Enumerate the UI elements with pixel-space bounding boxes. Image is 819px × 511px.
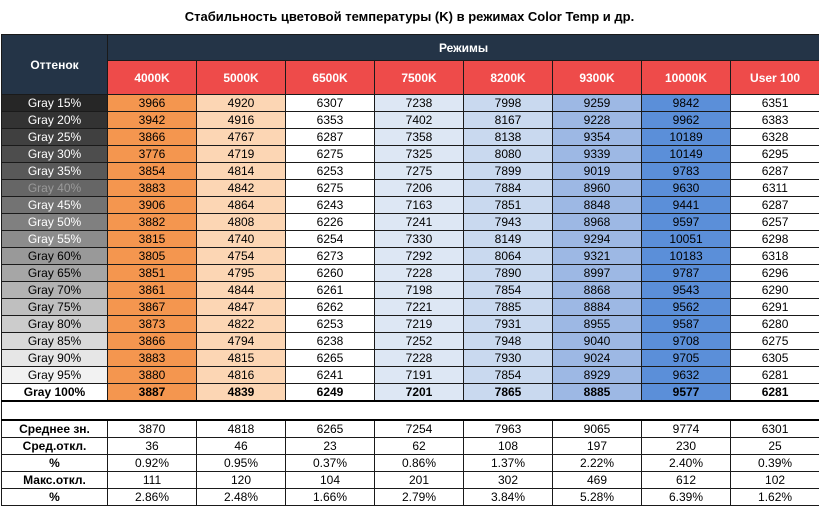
data-cell: 8868 bbox=[553, 282, 642, 299]
data-cell: 6298 bbox=[731, 231, 819, 248]
data-cell: 6280 bbox=[731, 316, 819, 333]
gray-level-label: Gray 20% bbox=[2, 112, 108, 129]
data-cell: 7191 bbox=[375, 367, 464, 384]
data-cell: 4795 bbox=[197, 265, 286, 282]
data-cell: 9040 bbox=[553, 333, 642, 350]
row-header-label: Оттенок bbox=[2, 35, 108, 95]
table-row bbox=[2, 197, 819, 214]
stat-cell: 6265 bbox=[286, 420, 375, 438]
stat-cell: 108 bbox=[464, 438, 553, 455]
data-cell: 4816 bbox=[197, 367, 286, 384]
table-row bbox=[2, 316, 819, 333]
table-row bbox=[2, 248, 819, 265]
data-cell: 6265 bbox=[286, 350, 375, 367]
data-cell: 8885 bbox=[553, 384, 642, 402]
data-cell: 7238 bbox=[375, 95, 464, 112]
stat-cell: 1.37% bbox=[464, 455, 553, 472]
data-cell: 10183 bbox=[642, 248, 731, 265]
data-cell: 7221 bbox=[375, 299, 464, 316]
data-cell: 7854 bbox=[464, 367, 553, 384]
data-cell: 7228 bbox=[375, 350, 464, 367]
data-cell: 6353 bbox=[286, 112, 375, 129]
data-cell: 6290 bbox=[731, 282, 819, 299]
data-cell: 9228 bbox=[553, 112, 642, 129]
data-cell: 4794 bbox=[197, 333, 286, 350]
stat-cell: 62 bbox=[375, 438, 464, 455]
data-cell: 9259 bbox=[553, 95, 642, 112]
data-cell: 9708 bbox=[642, 333, 731, 350]
data-cell: 6295 bbox=[731, 146, 819, 163]
table-row bbox=[2, 129, 819, 146]
data-cell: 6226 bbox=[286, 214, 375, 231]
data-cell: 4767 bbox=[197, 129, 286, 146]
stat-cell: 612 bbox=[642, 472, 731, 489]
data-cell: 7899 bbox=[464, 163, 553, 180]
stat-cell: 0.86% bbox=[375, 455, 464, 472]
data-cell: 7885 bbox=[464, 299, 553, 316]
gray-level-label: Gray 70% bbox=[2, 282, 108, 299]
stat-cell: 9065 bbox=[553, 420, 642, 438]
table-row bbox=[2, 180, 819, 197]
data-cell: 7325 bbox=[375, 146, 464, 163]
mode-header: 7500K bbox=[375, 61, 464, 95]
data-cell: 7201 bbox=[375, 384, 464, 402]
data-cell: 7943 bbox=[464, 214, 553, 231]
stat-row bbox=[2, 489, 819, 506]
data-cell: 7241 bbox=[375, 214, 464, 231]
modes-header: Режимы bbox=[108, 35, 819, 61]
data-cell: 9339 bbox=[553, 146, 642, 163]
data-cell: 6281 bbox=[731, 384, 819, 402]
data-cell: 7198 bbox=[375, 282, 464, 299]
data-cell: 9783 bbox=[642, 163, 731, 180]
gray-level-label: Gray 60% bbox=[2, 248, 108, 265]
data-cell: 6287 bbox=[731, 197, 819, 214]
stat-row bbox=[2, 420, 819, 438]
stat-cell: 469 bbox=[553, 472, 642, 489]
stat-row bbox=[2, 472, 819, 489]
data-cell: 7890 bbox=[464, 265, 553, 282]
gray-level-label: Gray 85% bbox=[2, 333, 108, 350]
data-cell: 8884 bbox=[553, 299, 642, 316]
data-cell: 9705 bbox=[642, 350, 731, 367]
data-cell: 4808 bbox=[197, 214, 286, 231]
stat-cell: 9774 bbox=[642, 420, 731, 438]
table-row bbox=[2, 384, 819, 402]
data-cell: 6307 bbox=[286, 95, 375, 112]
data-cell: 4822 bbox=[197, 316, 286, 333]
data-cell: 6275 bbox=[731, 333, 819, 350]
data-cell: 8064 bbox=[464, 248, 553, 265]
data-cell: 8929 bbox=[553, 367, 642, 384]
mode-header: User 100 bbox=[731, 61, 819, 95]
data-cell: 6305 bbox=[731, 350, 819, 367]
data-cell: 3882 bbox=[108, 214, 197, 231]
stat-cell: 0.92% bbox=[108, 455, 197, 472]
data-cell: 7358 bbox=[375, 129, 464, 146]
stat-cell: 230 bbox=[642, 438, 731, 455]
data-cell: 3887 bbox=[108, 384, 197, 402]
data-cell: 7275 bbox=[375, 163, 464, 180]
data-cell: 4842 bbox=[197, 180, 286, 197]
gray-level-label: Gray 40% bbox=[2, 180, 108, 197]
stat-cell: 6.39% bbox=[642, 489, 731, 506]
data-cell: 7292 bbox=[375, 248, 464, 265]
data-cell: 3866 bbox=[108, 333, 197, 350]
data-cell: 10149 bbox=[642, 146, 731, 163]
data-cell: 9543 bbox=[642, 282, 731, 299]
data-cell: 3776 bbox=[108, 146, 197, 163]
gray-level-label: Gray 65% bbox=[2, 265, 108, 282]
stat-cell: 2.40% bbox=[642, 455, 731, 472]
data-cell: 6287 bbox=[286, 129, 375, 146]
stat-cell: 111 bbox=[108, 472, 197, 489]
data-cell: 6257 bbox=[731, 214, 819, 231]
separator-cell bbox=[2, 401, 819, 420]
table-row bbox=[2, 214, 819, 231]
stat-cell: 201 bbox=[375, 472, 464, 489]
stat-cell: 23 bbox=[286, 438, 375, 455]
data-cell: 4916 bbox=[197, 112, 286, 129]
stat-cell: 36 bbox=[108, 438, 197, 455]
data-cell: 3854 bbox=[108, 163, 197, 180]
data-cell: 6281 bbox=[731, 367, 819, 384]
gray-level-label: Gray 50% bbox=[2, 214, 108, 231]
table-row bbox=[2, 282, 819, 299]
data-cell: 4719 bbox=[197, 146, 286, 163]
gray-level-label: Gray 35% bbox=[2, 163, 108, 180]
stat-cell: 197 bbox=[553, 438, 642, 455]
gray-level-label: Gray 55% bbox=[2, 231, 108, 248]
gray-level-label: Gray 45% bbox=[2, 197, 108, 214]
stat-cell: 25 bbox=[731, 438, 819, 455]
data-cell: 8138 bbox=[464, 129, 553, 146]
mode-header: 4000K bbox=[108, 61, 197, 95]
stat-cell: 6301 bbox=[731, 420, 819, 438]
mode-header-row bbox=[2, 61, 819, 95]
data-cell: 7163 bbox=[375, 197, 464, 214]
data-cell: 10189 bbox=[642, 129, 731, 146]
data-cell: 4847 bbox=[197, 299, 286, 316]
data-cell: 8960 bbox=[553, 180, 642, 197]
data-cell: 9354 bbox=[553, 129, 642, 146]
data-cell: 3883 bbox=[108, 180, 197, 197]
data-cell: 9597 bbox=[642, 214, 731, 231]
data-cell: 4920 bbox=[197, 95, 286, 112]
data-cell: 8167 bbox=[464, 112, 553, 129]
data-cell: 6238 bbox=[286, 333, 375, 350]
gray-level-label: Gray 30% bbox=[2, 146, 108, 163]
stat-label: Макс.откл. bbox=[2, 472, 108, 489]
data-cell: 9441 bbox=[642, 197, 731, 214]
gray-level-label: Gray 15% bbox=[2, 95, 108, 112]
stat-cell: 2.22% bbox=[553, 455, 642, 472]
data-cell: 6351 bbox=[731, 95, 819, 112]
data-cell: 8968 bbox=[553, 214, 642, 231]
stat-cell: 5.28% bbox=[553, 489, 642, 506]
data-cell: 10051 bbox=[642, 231, 731, 248]
data-cell: 7931 bbox=[464, 316, 553, 333]
stat-cell: 102 bbox=[731, 472, 819, 489]
data-cell: 8848 bbox=[553, 197, 642, 214]
color-temperature-table bbox=[1, 34, 819, 506]
gray-level-label: Gray 90% bbox=[2, 350, 108, 367]
data-cell: 7330 bbox=[375, 231, 464, 248]
table-row bbox=[2, 112, 819, 129]
stat-cell: 7963 bbox=[464, 420, 553, 438]
table-row bbox=[2, 367, 819, 384]
data-cell: 6275 bbox=[286, 180, 375, 197]
stat-cell: 0.37% bbox=[286, 455, 375, 472]
stat-label: Среднее зн. bbox=[2, 420, 108, 438]
data-cell: 9024 bbox=[553, 350, 642, 367]
data-cell: 8080 bbox=[464, 146, 553, 163]
table-title: Стабильность цветовой температуры (K) в режимах Color Temp и др. bbox=[184, 9, 635, 24]
table-row bbox=[2, 350, 819, 367]
data-cell: 3867 bbox=[108, 299, 197, 316]
table-body bbox=[2, 95, 819, 506]
table-row bbox=[2, 163, 819, 180]
gray-level-label: Gray 25% bbox=[2, 129, 108, 146]
data-cell: 6291 bbox=[731, 299, 819, 316]
data-cell: 4864 bbox=[197, 197, 286, 214]
data-cell: 8955 bbox=[553, 316, 642, 333]
table-row bbox=[2, 95, 819, 112]
table-row bbox=[2, 333, 819, 350]
stat-cell: 1.62% bbox=[731, 489, 819, 506]
data-cell: 9787 bbox=[642, 265, 731, 282]
data-cell: 7854 bbox=[464, 282, 553, 299]
data-cell: 4754 bbox=[197, 248, 286, 265]
data-cell: 7252 bbox=[375, 333, 464, 350]
data-cell: 7851 bbox=[464, 197, 553, 214]
data-cell: 6383 bbox=[731, 112, 819, 129]
stat-cell: 104 bbox=[286, 472, 375, 489]
data-cell: 6241 bbox=[286, 367, 375, 384]
data-cell: 6261 bbox=[286, 282, 375, 299]
data-cell: 3861 bbox=[108, 282, 197, 299]
data-cell: 9632 bbox=[642, 367, 731, 384]
data-cell: 6243 bbox=[286, 197, 375, 214]
data-cell: 3805 bbox=[108, 248, 197, 265]
stat-cell: 1.66% bbox=[286, 489, 375, 506]
data-cell: 4814 bbox=[197, 163, 286, 180]
stat-label: % bbox=[2, 455, 108, 472]
mode-header: 5000K bbox=[197, 61, 286, 95]
gray-level-label: Gray 80% bbox=[2, 316, 108, 333]
stat-cell: 7254 bbox=[375, 420, 464, 438]
data-cell: 6253 bbox=[286, 163, 375, 180]
data-cell: 6311 bbox=[731, 180, 819, 197]
stat-row bbox=[2, 438, 819, 455]
stat-cell: 302 bbox=[464, 472, 553, 489]
separator-row bbox=[2, 401, 819, 420]
data-cell: 3866 bbox=[108, 129, 197, 146]
data-cell: 7219 bbox=[375, 316, 464, 333]
data-cell: 3815 bbox=[108, 231, 197, 248]
data-cell: 9577 bbox=[642, 384, 731, 402]
data-cell: 9630 bbox=[642, 180, 731, 197]
data-cell: 3883 bbox=[108, 350, 197, 367]
data-cell: 7948 bbox=[464, 333, 553, 350]
table-row bbox=[2, 231, 819, 248]
mode-header: 9300K bbox=[553, 61, 642, 95]
stat-cell: 0.95% bbox=[197, 455, 286, 472]
data-cell: 7865 bbox=[464, 384, 553, 402]
data-cell: 7884 bbox=[464, 180, 553, 197]
data-cell: 6287 bbox=[731, 163, 819, 180]
table-row bbox=[2, 146, 819, 163]
data-cell: 6253 bbox=[286, 316, 375, 333]
data-cell: 7402 bbox=[375, 112, 464, 129]
data-cell: 9587 bbox=[642, 316, 731, 333]
data-cell: 6262 bbox=[286, 299, 375, 316]
stat-row bbox=[2, 455, 819, 472]
data-cell: 9294 bbox=[553, 231, 642, 248]
data-cell: 7206 bbox=[375, 180, 464, 197]
data-cell: 3966 bbox=[108, 95, 197, 112]
data-cell: 3880 bbox=[108, 367, 197, 384]
data-cell: 4839 bbox=[197, 384, 286, 402]
mode-header: 10000K bbox=[642, 61, 731, 95]
data-cell: 4815 bbox=[197, 350, 286, 367]
stat-cell: 3870 bbox=[108, 420, 197, 438]
stat-cell: 2.86% bbox=[108, 489, 197, 506]
mode-header: 6500K bbox=[286, 61, 375, 95]
table-row bbox=[2, 299, 819, 316]
stat-cell: 0.39% bbox=[731, 455, 819, 472]
stat-cell: 46 bbox=[197, 438, 286, 455]
data-cell: 6318 bbox=[731, 248, 819, 265]
stat-cell: 4818 bbox=[197, 420, 286, 438]
stat-cell: 120 bbox=[197, 472, 286, 489]
data-cell: 3873 bbox=[108, 316, 197, 333]
data-cell: 6273 bbox=[286, 248, 375, 265]
data-cell: 4740 bbox=[197, 231, 286, 248]
data-cell: 7998 bbox=[464, 95, 553, 112]
data-cell: 9019 bbox=[553, 163, 642, 180]
data-cell: 6275 bbox=[286, 146, 375, 163]
stat-cell: 2.79% bbox=[375, 489, 464, 506]
data-cell: 9842 bbox=[642, 95, 731, 112]
data-cell: 6260 bbox=[286, 265, 375, 282]
gray-level-label: Gray 95% bbox=[2, 367, 108, 384]
data-cell: 6328 bbox=[731, 129, 819, 146]
data-cell: 9562 bbox=[642, 299, 731, 316]
data-cell: 7930 bbox=[464, 350, 553, 367]
gray-level-label: Gray 75% bbox=[2, 299, 108, 316]
data-cell: 3942 bbox=[108, 112, 197, 129]
data-cell: 7228 bbox=[375, 265, 464, 282]
data-cell: 8149 bbox=[464, 231, 553, 248]
data-cell: 6249 bbox=[286, 384, 375, 402]
table-row bbox=[2, 265, 819, 282]
gray-level-label: Gray 100% bbox=[2, 384, 108, 402]
data-cell: 4844 bbox=[197, 282, 286, 299]
data-cell: 3906 bbox=[108, 197, 197, 214]
data-cell: 8997 bbox=[553, 265, 642, 282]
stat-label: % bbox=[2, 489, 108, 506]
data-cell: 9962 bbox=[642, 112, 731, 129]
data-cell: 6254 bbox=[286, 231, 375, 248]
mode-header: 8200K bbox=[464, 61, 553, 95]
stat-cell: 2.48% bbox=[197, 489, 286, 506]
data-cell: 9321 bbox=[553, 248, 642, 265]
stat-label: Сред.откл. bbox=[2, 438, 108, 455]
data-cell: 3851 bbox=[108, 265, 197, 282]
stat-cell: 3.84% bbox=[464, 489, 553, 506]
data-cell: 6296 bbox=[731, 265, 819, 282]
